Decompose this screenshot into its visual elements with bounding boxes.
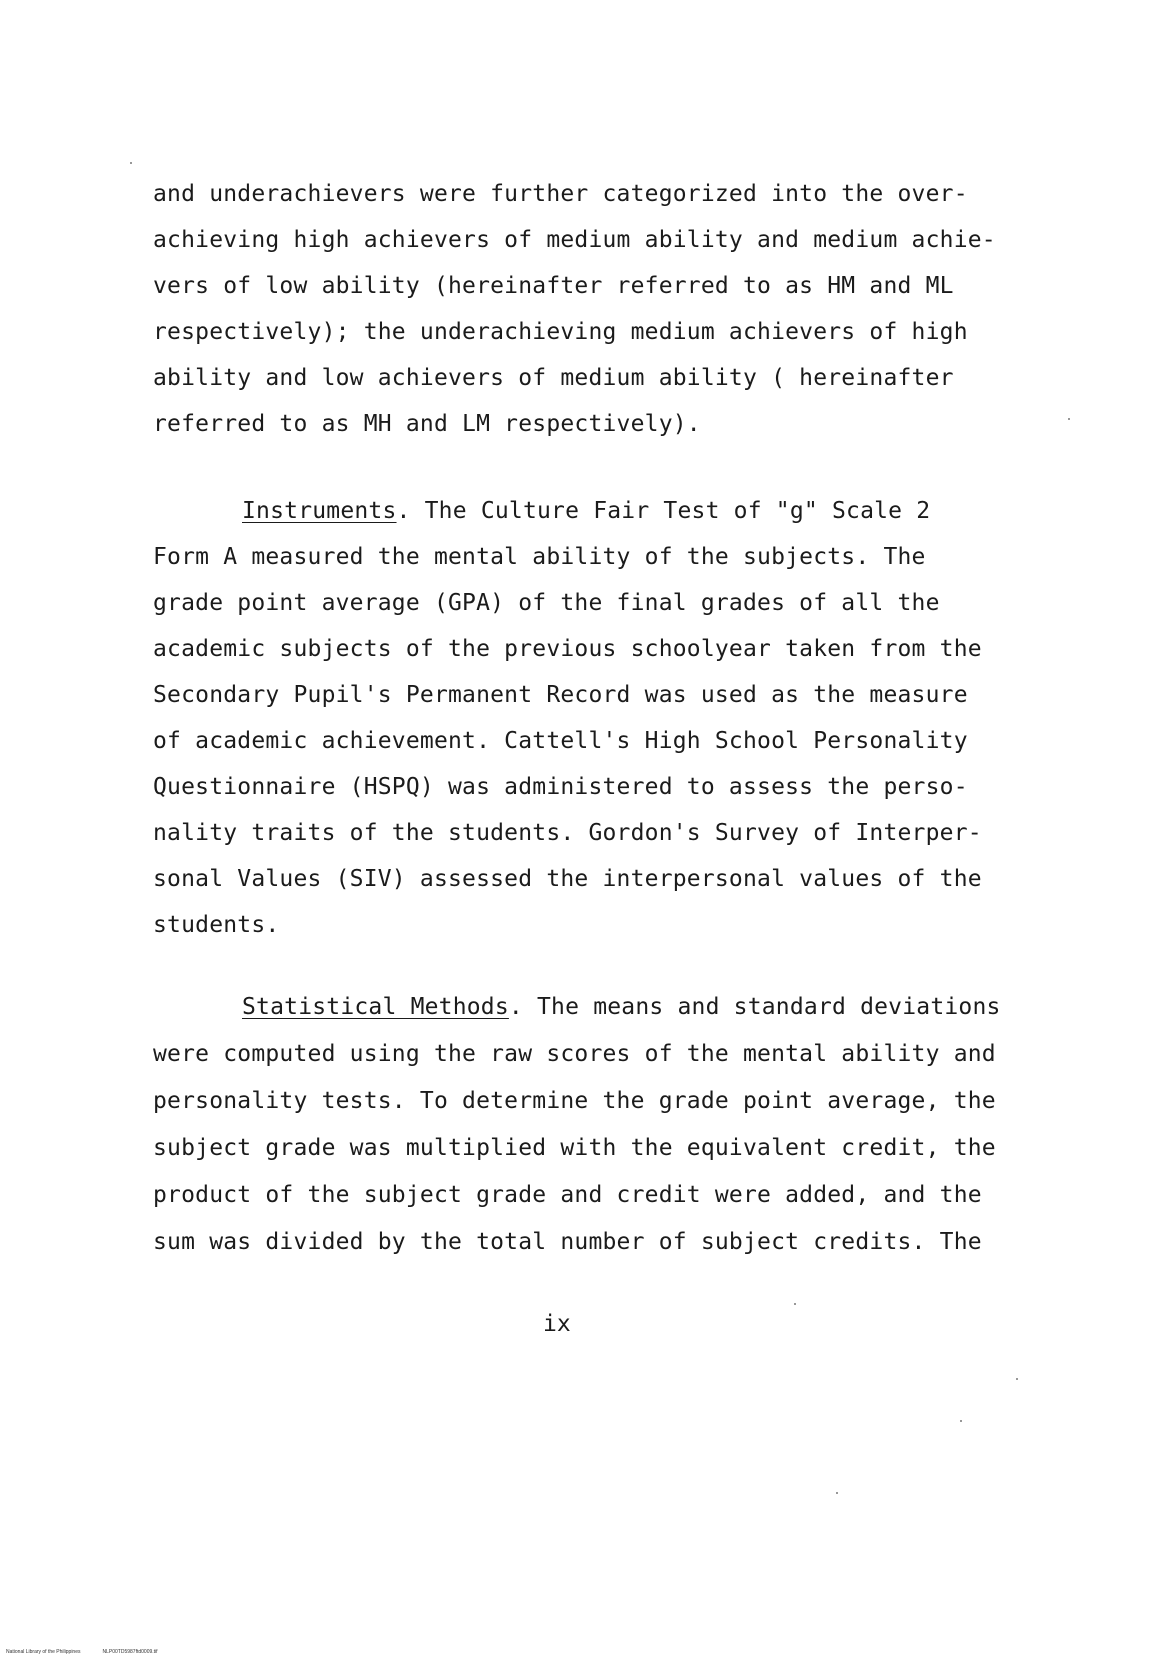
page-number: ix [543, 1311, 571, 1337]
paragraph2-line-3: grade point average (GPA) of the final grades of all the [153, 590, 940, 616]
footer-library: National Library of the Philippines [6, 1649, 81, 1655]
scan-speck [1016, 1378, 1018, 1380]
paragraph2-line-10: students. [153, 912, 280, 938]
scan-speck [1068, 418, 1070, 420]
paragraph1-line-3: vers of low ability (hereinafter referred to as HM and ML [153, 273, 954, 299]
paragraph3-line-3: personality tests. To determine the grade point average, the [153, 1088, 996, 1114]
paragraph2-line-2: Form A measured the mental ability of the subjects. The [153, 544, 926, 570]
paragraph2-line-6: of academic achievement. Cattell's High School Personality [153, 728, 968, 754]
paragraph3-first-line [242, 993, 1001, 1021]
scan-footer [6, 1649, 180, 1656]
footer-file-id: NLP00TD5987ftd0009.tif [102, 1649, 158, 1655]
paragraph3-heading-suffix: . The means and standard deviations [508, 994, 1001, 1020]
scan-speck [794, 1303, 796, 1305]
paragraph1-line-2: achieving high achievers of medium ability and medium achie- [153, 227, 996, 253]
paragraph1-line-1: and underachievers were further categorized into the over- [153, 181, 968, 207]
scan-speck [130, 162, 132, 164]
paragraph2-heading-suffix: . The Culture Fair Test of "g" Scale 2 [396, 498, 931, 524]
paragraph2-first-line [242, 497, 930, 525]
paragraph2-line-4: academic subjects of the previous schoolyear taken from the [153, 636, 982, 662]
paragraph2-line-5: Secondary Pupil's Permanent Record was used as the measure [153, 682, 968, 708]
instruments-heading: Instruments [242, 498, 397, 524]
paragraph1-line-5: ability and low achievers of medium ability ( hereinafter [153, 365, 954, 391]
statistical-methods-heading: Statistical Methods [242, 994, 509, 1020]
paragraph3-line-4: subject grade was multiplied with the equivalent credit, the [153, 1135, 996, 1161]
paragraph3-line-5: product of the subject grade and credit were added, and the [153, 1182, 982, 1208]
paragraph3-line-6: sum was divided by the total number of subject credits. The [153, 1229, 982, 1255]
paragraph1-line-6: referred to as MH and LM respectively). [153, 411, 701, 437]
paragraph2-line-8: nality traits of the students. Gordon's Survey of Interper- [153, 820, 982, 846]
scan-speck [960, 1420, 962, 1422]
paragraph2-line-7: Questionnaire (HSPQ) was administered to assess the perso- [153, 774, 968, 800]
paragraph3-line-2: were computed using the raw scores of the mental ability and [153, 1041, 996, 1067]
paragraph1-line-4: respectively); the underachieving medium achievers of high [153, 319, 968, 345]
scan-speck [836, 1492, 838, 1494]
paragraph2-line-9: sonal Values (SIV) assessed the interpersonal values of the [153, 866, 982, 892]
